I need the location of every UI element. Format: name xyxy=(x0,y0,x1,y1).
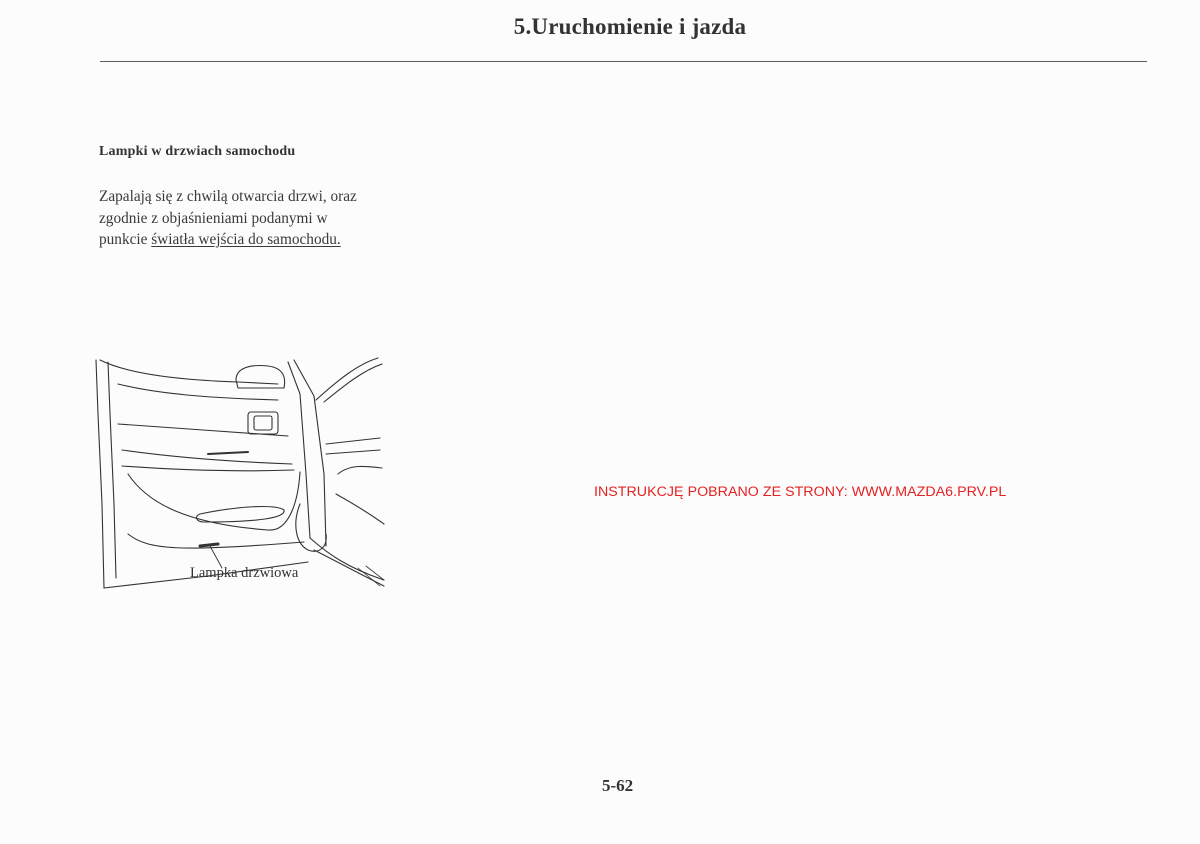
header-divider xyxy=(100,61,1147,62)
section-body xyxy=(99,186,419,251)
body-line-prefix: punkcie xyxy=(99,231,152,248)
chapter-title: 5.Uruchomienie i jazda xyxy=(513,14,747,39)
car-door-drawing xyxy=(88,354,388,594)
cross-reference-link[interactable]: światła wejścia do samochodu. xyxy=(151,231,341,248)
figure-caption: Lampka drzwiowa xyxy=(190,565,299,581)
door-light-illustration xyxy=(88,354,388,594)
body-line: Zapalają się z chwilą otwarcia drzwi, oraz xyxy=(99,188,357,205)
page-number: 5-62 xyxy=(602,776,634,795)
watermark-text: INSTRUKCJĘ POBRANO ZE STRONY: WWW.MAZDA6.PRV.PL xyxy=(594,484,1007,500)
body-line: zgodnie z objaśnieniami podanymi w xyxy=(99,209,328,227)
section-heading: Lampki w drzwiach samochodu xyxy=(99,144,296,159)
body-line xyxy=(99,229,419,251)
